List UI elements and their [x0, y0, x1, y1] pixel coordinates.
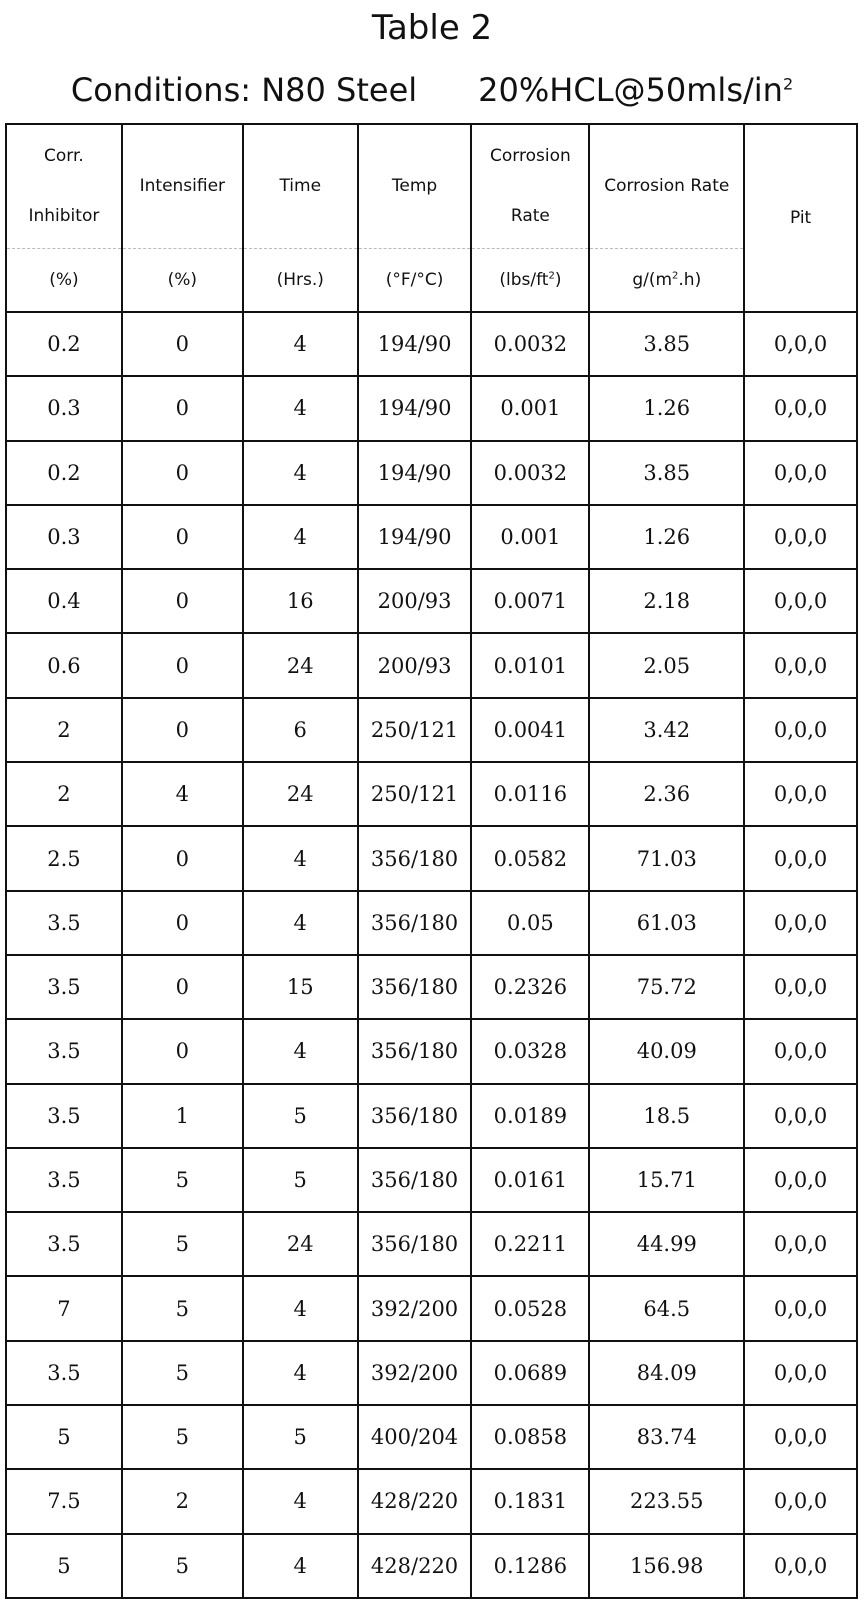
cell-corrosion: 0.0101 [471, 633, 589, 697]
cell-pit: 0,0,0 [744, 826, 857, 890]
corrosion-table [5, 123, 858, 1599]
cell-corrosion-rate: 64.5 [589, 1276, 744, 1340]
cell-corrosion: 0.001 [471, 376, 589, 440]
header-corrosion-rate: Corrosion Rate [589, 124, 744, 248]
cell-pit: 0,0,0 [744, 1534, 857, 1598]
cell-corrosion: 0.001 [471, 505, 589, 569]
cell-corrosion-rate: 71.03 [589, 826, 744, 890]
cell-pit: 0,0,0 [744, 376, 857, 440]
cell-temp: 356/180 [358, 891, 472, 955]
cell-intensifier: 0 [122, 633, 243, 697]
cell-time: 24 [243, 762, 358, 826]
cell-time: 16 [243, 569, 358, 633]
cell-time: 5 [243, 1148, 358, 1212]
cell-temp: 194/90 [358, 376, 472, 440]
cell-temp: 356/180 [358, 1019, 472, 1083]
cell-intensifier: 0 [122, 955, 243, 1019]
cell-corr-inhibitor: 2.5 [6, 826, 122, 890]
cell-pit: 0,0,0 [744, 891, 857, 955]
cell-corrosion: 0.2211 [471, 1212, 589, 1276]
cell-intensifier: 1 [122, 1084, 243, 1148]
cell-time: 24 [243, 1212, 358, 1276]
conditions-label: Conditions: N80 Steel [70, 71, 418, 109]
cell-temp: 356/180 [358, 1148, 472, 1212]
cell-corr-inhibitor: 0.4 [6, 569, 122, 633]
table-row [6, 1148, 857, 1212]
cell-intensifier: 5 [122, 1405, 243, 1469]
cell-corrosion-rate: 1.26 [589, 376, 744, 440]
cell-temp: 194/90 [358, 312, 472, 376]
cell-temp: 200/93 [358, 633, 472, 697]
cell-temp: 392/200 [358, 1276, 472, 1340]
cell-time: 4 [243, 441, 358, 505]
cell-intensifier: 0 [122, 569, 243, 633]
cell-intensifier: 5 [122, 1276, 243, 1340]
cell-pit: 0,0,0 [744, 1212, 857, 1276]
cell-intensifier: 5 [122, 1534, 243, 1598]
header-pit: Pit [744, 124, 857, 312]
cell-corrosion-rate: 18.5 [589, 1084, 744, 1148]
cell-corrosion: 0.0032 [471, 441, 589, 505]
cell-time: 4 [243, 1019, 358, 1083]
table-row [6, 762, 857, 826]
cell-corrosion: 0.0041 [471, 698, 589, 762]
table-title: Table 2 [371, 8, 493, 48]
table-row [6, 1469, 857, 1533]
cell-corr-inhibitor: 3.5 [6, 1019, 122, 1083]
cell-intensifier: 5 [122, 1148, 243, 1212]
table-row [6, 1341, 857, 1405]
cell-intensifier: 0 [122, 826, 243, 890]
cell-intensifier: 0 [122, 1019, 243, 1083]
cell-corr-inhibitor: 0.2 [6, 441, 122, 505]
cell-intensifier: 4 [122, 762, 243, 826]
table-row [6, 569, 857, 633]
cell-pit: 0,0,0 [744, 1148, 857, 1212]
cell-pit: 0,0,0 [744, 505, 857, 569]
cell-pit: 0,0,0 [744, 762, 857, 826]
cell-time: 24 [243, 633, 358, 697]
cell-corrosion: 0.1831 [471, 1469, 589, 1533]
cell-time: 4 [243, 505, 358, 569]
cell-time: 6 [243, 698, 358, 762]
cell-corrosion: 0.0032 [471, 312, 589, 376]
cell-corrosion-rate: 223.55 [589, 1469, 744, 1533]
cell-temp: 250/121 [358, 698, 472, 762]
unit-intensifier: (%) [122, 248, 243, 312]
cell-time: 4 [243, 1534, 358, 1598]
cell-corrosion: 0.0528 [471, 1276, 589, 1340]
table-row [6, 1534, 857, 1598]
table-row [6, 633, 857, 697]
cell-corrosion-rate: 61.03 [589, 891, 744, 955]
cell-temp: 356/180 [358, 955, 472, 1019]
cell-intensifier: 0 [122, 441, 243, 505]
conditions-line [0, 68, 864, 112]
cell-corrosion-rate: 156.98 [589, 1534, 744, 1598]
conditions-acid-sup: 2 [782, 74, 794, 94]
cell-corr-inhibitor: 0.2 [6, 312, 122, 376]
cell-pit: 0,0,0 [744, 312, 857, 376]
cell-intensifier: 0 [122, 312, 243, 376]
cell-corrosion: 0.0116 [471, 762, 589, 826]
table-row [6, 955, 857, 1019]
unit-corrosion: $(lbs/ft^2)$ [471, 248, 589, 312]
cell-corr-inhibitor: 3.5 [6, 1212, 122, 1276]
cell-corr-inhibitor: 2 [6, 762, 122, 826]
cell-temp: 250/121 [358, 762, 472, 826]
table-row [6, 312, 857, 376]
cell-corr-inhibitor: 7.5 [6, 1469, 122, 1533]
cell-temp: 428/220 [358, 1469, 472, 1533]
table-row [6, 1276, 857, 1340]
cell-intensifier: 5 [122, 1341, 243, 1405]
cell-intensifier: 0 [122, 698, 243, 762]
cell-time: 4 [243, 1469, 358, 1533]
cell-corrosion-rate: 3.42 [589, 698, 744, 762]
unit-corr-inhibitor: (%) [6, 248, 122, 312]
cell-corrosion: 0.0858 [471, 1405, 589, 1469]
cell-corr-inhibitor: 7 [6, 1276, 122, 1340]
cell-corrosion: 0.2326 [471, 955, 589, 1019]
cell-intensifier: 0 [122, 505, 243, 569]
cell-corr-inhibitor: 5 [6, 1405, 122, 1469]
table-row [6, 1084, 857, 1148]
cell-temp: 200/93 [358, 569, 472, 633]
cell-corrosion-rate: 2.36 [589, 762, 744, 826]
cell-corrosion-rate: 2.05 [589, 633, 744, 697]
cell-corrosion-rate: 83.74 [589, 1405, 744, 1469]
cell-pit: 0,0,0 [744, 1341, 857, 1405]
cell-corr-inhibitor: 3.5 [6, 891, 122, 955]
unit-corrosion-rate: $g/(m^2.h)$ [589, 248, 744, 312]
unit-time: (Hrs.) [243, 248, 358, 312]
cell-corrosion-rate: 2.18 [589, 569, 744, 633]
cell-temp: 194/90 [358, 441, 472, 505]
cell-corr-inhibitor: 3.5 [6, 1084, 122, 1148]
conditions-acid: 20%HCL@50mls/in [478, 71, 783, 109]
cell-pit: 0,0,0 [744, 955, 857, 1019]
cell-temp: 356/180 [358, 1212, 472, 1276]
table-body [6, 312, 857, 1598]
table-row [6, 826, 857, 890]
cell-intensifier: 0 [122, 376, 243, 440]
cell-corrosion: 0.0582 [471, 826, 589, 890]
cell-intensifier: 2 [122, 1469, 243, 1533]
cell-time: 4 [243, 891, 358, 955]
table-row [6, 376, 857, 440]
cell-pit: 0,0,0 [744, 1019, 857, 1083]
cell-pit: 0,0,0 [744, 441, 857, 505]
table-row [6, 1405, 857, 1469]
cell-pit: 0,0,0 [744, 633, 857, 697]
cell-corr-inhibitor: 3.5 [6, 1341, 122, 1405]
unit-temp: (°F/°C) [358, 248, 472, 312]
table-row [6, 1019, 857, 1083]
cell-temp: 356/180 [358, 826, 472, 890]
cell-pit: 0,0,0 [744, 1276, 857, 1340]
cell-corr-inhibitor: 0.3 [6, 505, 122, 569]
cell-pit: 0,0,0 [744, 1469, 857, 1533]
cell-corrosion-rate: 3.85 [589, 441, 744, 505]
cell-intensifier: 5 [122, 1212, 243, 1276]
cell-time: 4 [243, 1341, 358, 1405]
cell-corrosion: 0.0161 [471, 1148, 589, 1212]
cell-pit: 0,0,0 [744, 1405, 857, 1469]
cell-corrosion-rate: 3.85 [589, 312, 744, 376]
cell-corr-inhibitor: 5 [6, 1534, 122, 1598]
cell-corrosion: 0.1286 [471, 1534, 589, 1598]
table-row [6, 441, 857, 505]
cell-corrosion-rate: 40.09 [589, 1019, 744, 1083]
cell-temp: 400/204 [358, 1405, 472, 1469]
cell-time: 5 [243, 1084, 358, 1148]
table-row [6, 891, 857, 955]
header-time: Time [243, 124, 358, 248]
cell-time: 15 [243, 955, 358, 1019]
cell-corr-inhibitor: 0.3 [6, 376, 122, 440]
cell-time: 5 [243, 1405, 358, 1469]
cell-corr-inhibitor: 0.6 [6, 633, 122, 697]
cell-pit: 0,0,0 [744, 698, 857, 762]
header-corrosion: Corrosion Rate [471, 124, 589, 248]
cell-time: 4 [243, 1276, 358, 1340]
cell-time: 4 [243, 376, 358, 440]
cell-corr-inhibitor: 3.5 [6, 955, 122, 1019]
cell-corrosion-rate: 44.99 [589, 1212, 744, 1276]
cell-corrosion: 0.0189 [471, 1084, 589, 1148]
header-intensifier: Intensifier [122, 124, 243, 248]
cell-corrosion-rate: 84.09 [589, 1341, 744, 1405]
cell-corrosion: 0.0071 [471, 569, 589, 633]
cell-pit: 0,0,0 [744, 569, 857, 633]
header-row [6, 124, 857, 248]
cell-temp: 428/220 [358, 1534, 472, 1598]
cell-temp: 392/200 [358, 1341, 472, 1405]
cell-corr-inhibitor: 3.5 [6, 1148, 122, 1212]
cell-corrosion-rate: 75.72 [589, 955, 744, 1019]
cell-corr-inhibitor: 2 [6, 698, 122, 762]
table-row [6, 505, 857, 569]
cell-corrosion: 0.0328 [471, 1019, 589, 1083]
cell-pit: 0,0,0 [744, 1084, 857, 1148]
cell-temp: 356/180 [358, 1084, 472, 1148]
table-row [6, 1212, 857, 1276]
header-temp: Temp [358, 124, 472, 248]
cell-corrosion: 0.0689 [471, 1341, 589, 1405]
cell-corrosion-rate: 1.26 [589, 505, 744, 569]
table-row [6, 698, 857, 762]
header-corr-inhibitor: Corr. Inhibitor [6, 124, 122, 248]
units-row [6, 248, 857, 312]
cell-intensifier: 0 [122, 891, 243, 955]
cell-corrosion-rate: 15.71 [589, 1148, 744, 1212]
cell-time: 4 [243, 312, 358, 376]
cell-corrosion: 0.05 [471, 891, 589, 955]
cell-temp: 194/90 [358, 505, 472, 569]
cell-time: 4 [243, 826, 358, 890]
